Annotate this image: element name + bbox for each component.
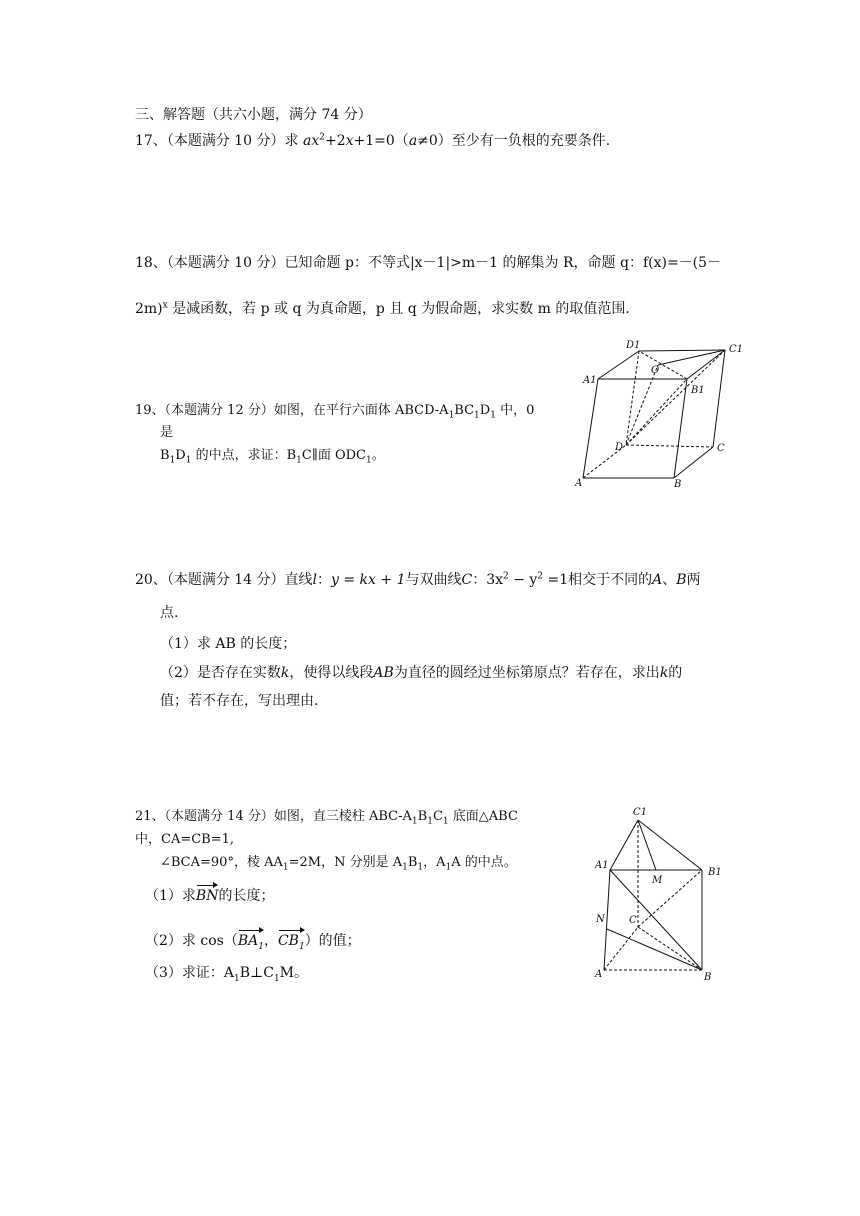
q21-l3-e: A 的中点。 <box>451 855 517 870</box>
q17-eq-mid: +2 <box>324 133 346 149</box>
question-20-line2: 点. <box>160 605 179 621</box>
q21-p2-b: ）的值； <box>304 933 361 949</box>
label-A1-prism: A1 <box>595 860 609 871</box>
q17-eq-a: ax <box>303 133 320 149</box>
q17-number: 17、 <box>135 133 167 149</box>
q20-l1-h: 两 <box>686 572 701 588</box>
q19-l1-s1: 1 <box>448 410 455 421</box>
q20-l1-c: 与双曲线 <box>405 572 462 588</box>
q21-p3-c: M。 <box>279 965 309 981</box>
q20-l1-a: 20、（本题满分 14 分）直线 <box>135 572 313 588</box>
q21-p2-v2: CB <box>277 933 299 949</box>
q21-l3-s2: 1 <box>402 862 408 873</box>
q20-p2-d: 的 <box>668 665 683 681</box>
question-21-part3 <box>145 964 308 982</box>
q21-p2-v1s: 1 <box>258 941 264 952</box>
section-title: 三、解答题（共六小题，满分 74 分） <box>135 107 372 123</box>
q20-p2-k: k <box>280 665 290 681</box>
q20-p2-a: （2）是否存在实数 <box>160 665 281 681</box>
q19-l3-a: B <box>160 448 170 463</box>
q20-p2-b: ，使得以线段 <box>289 665 374 681</box>
q19-l3-s1: 1 <box>169 455 176 466</box>
q21-l1-c: C <box>432 809 443 824</box>
q19-l3-s2: 1 <box>185 455 192 466</box>
q21-l1-a: 21、（本题满分 14 分）如图，直三棱柱 ABC-A <box>135 809 412 824</box>
q21-p2-vec2 <box>278 932 305 950</box>
parallelepiped-figure <box>570 335 750 495</box>
q21-l3-s1: 1 <box>282 862 289 873</box>
q20-l1-A: A <box>652 572 663 588</box>
q21-p2-vec1 <box>238 932 264 950</box>
q21-l1-s2: 1 <box>427 816 433 827</box>
q20-l1-e: − y <box>508 572 538 588</box>
q17-eq-end: +1=0（ <box>353 133 409 149</box>
label-M: M <box>652 875 663 886</box>
q21-p2-sep: ， <box>263 933 278 949</box>
q19-l1-s3: 1 <box>490 410 496 421</box>
label-B-prism: B <box>704 972 712 983</box>
q18-line2-sup: x <box>162 300 168 311</box>
q21-l1-d: 底面△ABC <box>448 809 518 824</box>
q20-l1-l: l <box>312 572 318 588</box>
question-18-line2 <box>135 300 630 318</box>
q21-p3-s1: 1 <box>234 973 240 984</box>
q20-l1-C: C <box>461 572 473 588</box>
label-B1: B1 <box>691 385 705 396</box>
q21-l3-s3: 1 <box>417 862 424 873</box>
q21-p3-b: B⊥C <box>239 965 274 981</box>
label-A-prism: A <box>595 969 603 980</box>
q21-l3-c: B <box>407 855 418 870</box>
q21-l3-d: ，A <box>423 855 446 870</box>
q21-p1-b: 的长度； <box>218 888 275 904</box>
label-N: N <box>596 914 605 925</box>
label-C1-prism: C1 <box>633 807 648 818</box>
q17-eq-x: x <box>345 133 354 149</box>
label-B: B <box>674 479 682 490</box>
q17-cond-rest: ≠0）至少有一负根的充要条件. <box>417 133 611 149</box>
q21-p3-a: （3）求证：A <box>145 965 235 981</box>
q21-l1-s3: 1 <box>442 816 449 827</box>
label-A1: A1 <box>583 375 597 386</box>
q17-cond-a: a <box>408 133 418 149</box>
question-21-line2: 中，CA=CB=1, <box>135 832 235 847</box>
q18-line2-b: 是减函数，若 p 或 q 为真命题，p 且 q 为假命题，求实数 m 的取值范围. <box>167 301 630 317</box>
label-O: O <box>651 365 660 376</box>
question-20-part2 <box>160 664 682 682</box>
q21-p2-v2s: 1 <box>298 941 305 952</box>
question-20-part1: （1）求 AB 的长度； <box>160 636 297 652</box>
q20-p2-k2: k <box>659 665 669 681</box>
q19-l3-e: 。 <box>371 448 385 463</box>
q21-l3-b: =2M，N 分别是 A <box>288 855 403 870</box>
question-21-line3 <box>160 854 517 872</box>
question-20-line1 <box>135 571 701 589</box>
q19-l1-t2: D <box>479 403 491 418</box>
q18-line2-a: 2m) <box>135 301 163 317</box>
q19-l3-c: 的中点，求证：B <box>191 448 297 463</box>
question-20-part2-cont: 值；若不存在，写出理由. <box>160 693 319 709</box>
label-D: D <box>615 442 624 453</box>
q21-l1-s1: 1 <box>411 816 418 827</box>
q20-p2-AB: AB <box>373 665 394 681</box>
q20-l1-b: ： <box>317 572 332 588</box>
q19-l3-s4: 1 <box>366 455 372 466</box>
q21-l3-a: ∠BCA=90°，棱 AA <box>160 855 283 870</box>
q20-l1-f: =1相交于不同的 <box>543 572 653 588</box>
q19-l1-t3: 中，0 <box>495 403 535 418</box>
label-C1: C1 <box>729 344 744 355</box>
q20-l1-g: 、 <box>662 572 677 588</box>
label-B1-prism: B1 <box>708 867 722 878</box>
q20-p2-c: 为直径的圆经过坐标第原点？若存在，求出 <box>393 665 660 681</box>
q19-l1-t1: BC <box>454 403 475 418</box>
question-21-part2 <box>145 932 361 950</box>
question-19-line3 <box>160 447 385 465</box>
question-19-line2: 是 <box>160 425 174 440</box>
label-D1: D1 <box>626 340 641 351</box>
q20-l1-d: ：3x <box>472 572 504 588</box>
label-A: A <box>575 478 583 489</box>
q20-l1-eq: y = kx + 1 <box>331 572 406 588</box>
question-18-line1: 18、（本题满分 10 分）已知命题 p：不等式|x－1|>m－1 的解集为 R，命题 q：f(x)=－(5－ <box>135 255 722 271</box>
question-19-line1 <box>135 402 534 420</box>
question-21-part1 <box>145 887 274 905</box>
question-17 <box>135 132 610 150</box>
label-C: C <box>717 443 725 454</box>
prism-figure <box>590 805 730 990</box>
q19-l1-a: 19、（本题满分 12 分）如图，在平行六面体 ABCD-A <box>135 403 449 418</box>
q21-p1-a: （1）求 <box>145 888 196 904</box>
q19-l3-b: D <box>175 448 186 463</box>
q20-l1-B: B <box>676 572 687 588</box>
q21-p2-a: （2）求 cos（ <box>145 933 238 949</box>
question-21-line1 <box>135 808 518 826</box>
q21-p3-s2: 1 <box>273 973 280 984</box>
q21-l3-s4: 1 <box>445 862 452 873</box>
q21-p2-v1: BA <box>237 933 259 949</box>
label-C-prism: C <box>629 915 637 926</box>
q17-eq-exp: 2 <box>319 132 325 143</box>
q20-l1-e2: 2 <box>503 571 509 582</box>
q19-l3-d: C∥面 ODC <box>301 448 367 463</box>
q19-l1-s2: 1 <box>474 410 480 421</box>
q17-prefix: （本题满分 10 分）求 <box>166 133 303 149</box>
q21-p1-vec: BN <box>195 888 219 904</box>
q20-l1-e3: 2 <box>537 571 544 582</box>
q19-l3-s3: 1 <box>296 455 302 466</box>
q21-l1-b: B <box>417 809 428 824</box>
